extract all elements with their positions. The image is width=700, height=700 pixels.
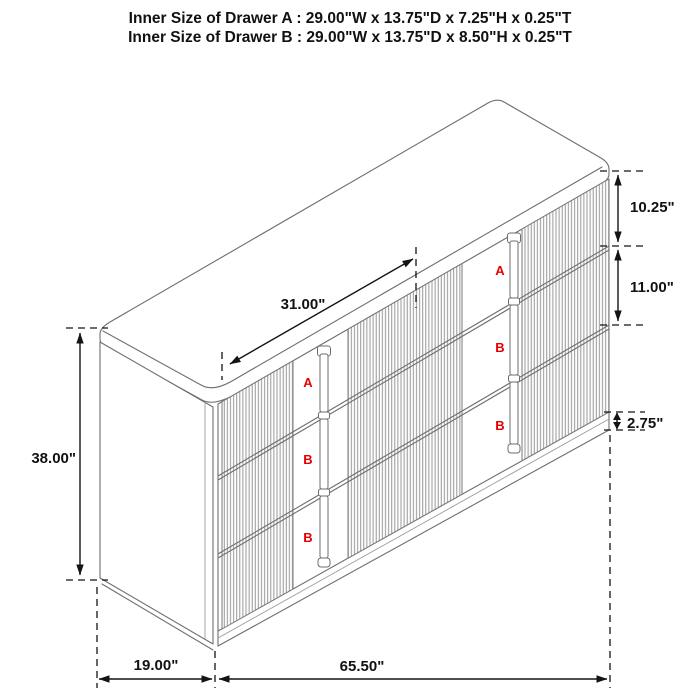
drawer-label-right-a: A xyxy=(495,263,505,278)
dimension-right-stack xyxy=(600,171,675,432)
dimension-label-38-00: 38.00" xyxy=(31,450,76,467)
dimension-label-10-25: 10.25" xyxy=(630,199,675,216)
drawer-label-right-b2: B xyxy=(495,418,505,433)
handle-joint xyxy=(319,489,330,496)
handle-bar xyxy=(510,241,518,298)
title-drawer-b: Inner Size of Drawer B : 29.00"W x 13.75"D x 8.50"H x 0.25"T xyxy=(128,29,572,46)
fluted-panel-left xyxy=(222,361,293,629)
handle-joint xyxy=(319,412,330,419)
handle-bottom-cap xyxy=(318,558,330,567)
handle-bar xyxy=(320,419,328,489)
drawer-label-right-b1: B xyxy=(495,340,505,355)
fluted-panel-right xyxy=(522,179,609,461)
drawer-label-left-b1: B xyxy=(303,452,313,467)
handle-bar xyxy=(320,354,328,412)
dimension-label-19-00: 19.00" xyxy=(133,657,179,674)
handle-bar xyxy=(510,305,518,375)
dimension-label-31: 31.00" xyxy=(280,296,326,313)
title-drawer-a: Inner Size of Drawer A : 29.00"W x 13.75"D x 7.25"H x 0.25"T xyxy=(128,10,572,27)
dimension-label-65-50: 65.50" xyxy=(339,658,385,675)
handle-bar xyxy=(510,382,518,444)
dimension-height xyxy=(31,328,108,580)
dimension-label-2-75: 2.75" xyxy=(627,415,664,432)
drawer-label-left-b2: B xyxy=(303,530,313,545)
arrowhead-down xyxy=(613,422,621,430)
handle-bottom-cap xyxy=(508,444,520,453)
handle-bar xyxy=(320,496,328,558)
arrowhead-up xyxy=(613,413,621,421)
handle-joint xyxy=(509,375,520,382)
cabinet-drawing xyxy=(100,100,609,650)
drawer-label-left-a: A xyxy=(303,375,313,390)
handle-joint xyxy=(509,298,520,305)
dimension-label-11-00: 11.00" xyxy=(630,279,674,296)
